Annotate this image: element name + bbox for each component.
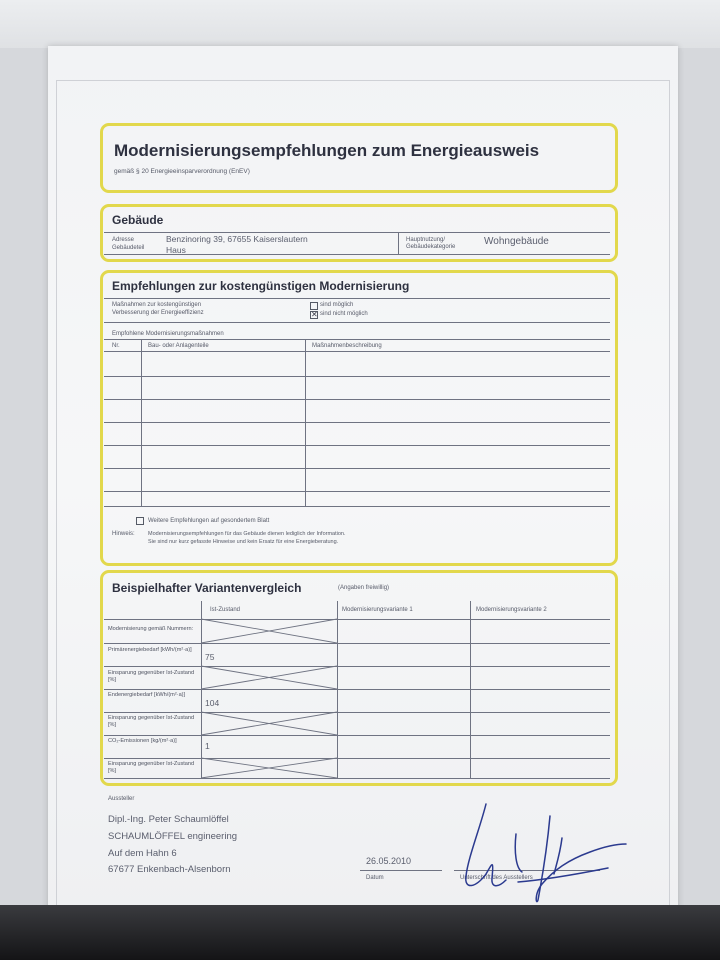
category-label: Gebäudekategorie [406, 244, 456, 250]
comparison-heading-note: (Angaben freiwillig) [338, 585, 390, 591]
document-subtitle: gemäß § 20 Energieeinsparverordnung (EnEV) [114, 168, 250, 175]
issuer-label: Aussteller [108, 796, 135, 802]
col-v2-header: Modernisierungsvariante 2 [476, 607, 547, 613]
issue-date: 26.05.2010 [366, 856, 412, 866]
cmp-row-label-3: Einsparung gegenüber Ist-Zustand [%] [108, 670, 195, 683]
issuer-line-1: Dipl.-Ing. Peter Schaumlöffel [108, 814, 229, 825]
col-part-header: Bau- oder Anlagenteile [148, 343, 209, 349]
comparison-heading: Beispielhafter Variantenvergleich [112, 581, 302, 595]
measures-label-1: Maßnahmen zur kostengünstigen [112, 302, 202, 308]
part-value: Haus [166, 245, 186, 255]
not-possible-checkbox[interactable]: ✕ [311, 310, 318, 319]
monitor-top-band [0, 0, 720, 48]
date-line [360, 870, 442, 871]
issuer-line-4: 67677 Enkenbach-Alsenborn [108, 864, 231, 875]
cmp-ist-co2: 1 [205, 741, 210, 751]
signature-mark [458, 798, 628, 908]
usage-label: Hauptnutzung/ [406, 237, 446, 243]
option-not-possible-label: sind nicht möglich [320, 311, 368, 317]
part-label: Gebäudeteil [112, 245, 145, 251]
address-value: Benzinoring 39, 67655 Kaiserslautern [166, 234, 308, 244]
cmp-row-label-1: Modernisierung gemäß Nummern: [108, 626, 194, 632]
option-possible-label: sind möglich [320, 302, 354, 308]
note-line-1: Modernisierungsempfehlungen für das Gebäude dienen lediglich der Information. [148, 531, 346, 537]
cmp-row-label-6: CO₂-Emissionen [kg/(m²·a)] [108, 738, 177, 744]
col-desc-header: Maßnahmenbeschreibung [312, 343, 382, 349]
cmp-row-label-2: Primärenergiebedarf [kWh/(m²·a)] [108, 647, 192, 653]
issuer-line-3: Auf dem Hahn 6 [108, 848, 177, 859]
signature-label: Unterschrift des Ausstellers [460, 875, 533, 881]
date-label: Datum [366, 875, 384, 881]
note-line-2: Sie sind nur kurz gefasste Hinweise und kein Ersatz für eine Energieberatung. [148, 539, 339, 545]
issuer-line-2: SCHAUMLÖFFEL engineering [108, 831, 238, 842]
usage-value: Wohngebäude [484, 236, 549, 247]
note-label: Hinweis: [112, 531, 135, 537]
col-v1-header: Modernisierungsvariante 1 [342, 607, 413, 613]
col-ist-header: Ist-Zustand [210, 607, 241, 613]
measures-label-2: Verbesserung der Energieeffizienz [112, 310, 204, 316]
cmp-row-label-4: Endenergiebedarf [kWh/(m²·a)] [108, 692, 186, 698]
cmp-row-label-5: Einsparung gegenüber Ist-Zustand [%] [108, 715, 195, 728]
cmp-row-label-7: Einsparung gegenüber Ist-Zustand [%] [108, 761, 195, 774]
document-page [48, 46, 678, 916]
cmp-ist-primary: 75 [205, 652, 215, 662]
address-label: Adresse [112, 237, 135, 243]
further-label: Weitere Empfehlungen auf gesondertem Blatt [148, 518, 270, 524]
table-caption: Empfohlene Modernisierungsmaßnahmen [112, 331, 224, 337]
cmp-ist-final: 104 [205, 698, 220, 708]
crossed-cells [48, 46, 678, 916]
building-heading: Gebäude [112, 213, 164, 227]
recommendations-heading: Empfehlungen zur kostengünstigen Modernisierung [112, 279, 410, 293]
monitor-bottom-band [0, 905, 720, 960]
col-nr-header: Nr. [112, 343, 120, 349]
document-title: Modernisierungsempfehlungen zum Energieausweis [114, 141, 540, 160]
